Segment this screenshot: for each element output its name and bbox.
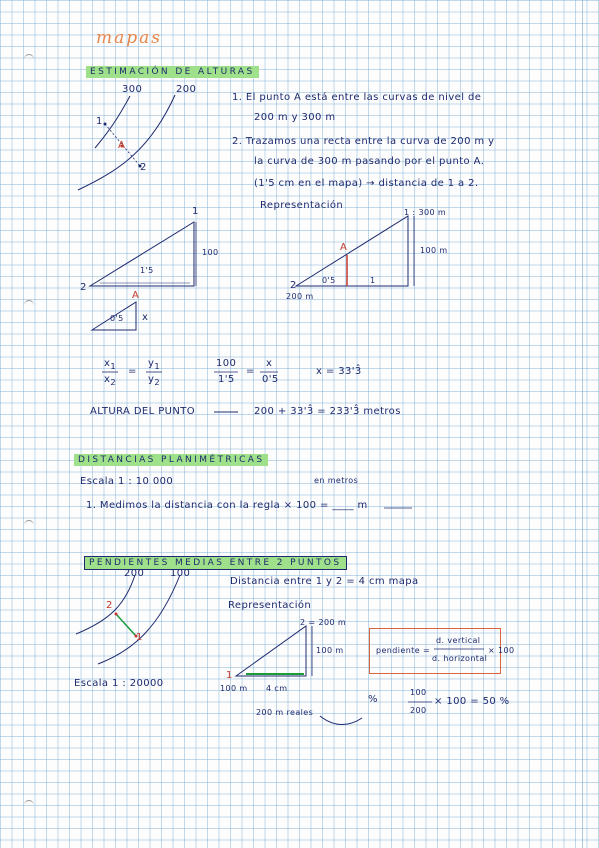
tri-small-x: x — [142, 312, 149, 323]
section-heading-pendientes: PENDIENTES MEDIAS ENTRE 2 PUNTOS — [84, 556, 347, 570]
tri-small-base: 0'5 — [110, 314, 124, 323]
curved-arrow — [320, 716, 362, 725]
prop-d1: 1'5 — [218, 374, 235, 385]
point-label-2b: 2 — [106, 600, 113, 611]
step-2b: la curva de 300 m pasando por el punto A. — [254, 156, 485, 167]
escala-2: Escala 1 : 20000 — [74, 678, 164, 689]
curve-label-100b: 100 — [170, 568, 191, 579]
prop-x2: $x_2$ — [104, 374, 117, 387]
repr-text: Representación — [228, 600, 312, 611]
altura-label: ALTURA DEL PUNTO — [90, 406, 196, 417]
section-heading-distancias: DISTANCIAS PLANIMÉTRICAS — [74, 454, 268, 466]
tri-right-seg-a: 0'5 — [322, 276, 336, 285]
tri-right-a: A — [340, 242, 348, 253]
prop-y1: $y_1$ — [148, 358, 161, 371]
line-2-1-green — [116, 614, 136, 636]
point-label-2: 2 — [140, 162, 147, 173]
note-metros: en metros — [314, 476, 359, 485]
section-heading-estimacion: ESTIMACIÓN DE ALTURAS — [86, 66, 259, 78]
altura-expr: 200 + 33'3̂ = 233'3̂ metros — [254, 406, 401, 417]
tri-right-height: 100 m — [420, 246, 448, 255]
point-label-1: 1 — [96, 116, 103, 127]
tri-right-top: 1 : 300 m — [404, 208, 447, 217]
step-2c: (1'5 cm en el mapa) → distancia de 1 a 2. — [254, 178, 479, 189]
contour-200 — [78, 95, 175, 190]
formula-left: pendiente = — [376, 646, 431, 655]
percent-label: % — [368, 694, 378, 705]
tri-small-a: A — [132, 290, 140, 301]
point-1 — [104, 123, 107, 126]
curve-label-300: 300 — [122, 84, 143, 95]
contour-100-b — [98, 575, 180, 664]
slope-vertex-1: 1 — [226, 670, 233, 681]
prop-result: x = 33'3̂ — [316, 366, 362, 377]
triangle-right — [296, 216, 408, 286]
curve-label-200b: 200 — [124, 568, 145, 579]
dist-text: Distancia entre 1 y 2 = 4 cm mapa — [230, 576, 419, 587]
tri-left-vertex-1: 1 — [192, 206, 199, 217]
step-medimos: 1. Medimos la distancia con la regla × 100 = ____ m — [86, 500, 368, 511]
slope-base: 4 cm — [266, 684, 288, 693]
formula-num: d. vertical — [436, 636, 481, 645]
curve-label-200: 200 — [176, 84, 197, 95]
prop-n2: x — [266, 358, 273, 369]
percent-num: 100 — [410, 688, 427, 697]
triangle-slope — [236, 626, 306, 676]
prop-n1: 100 — [216, 358, 237, 369]
slope-top: 2 = 200 m — [300, 618, 347, 627]
triangle-left — [90, 222, 194, 286]
formula-den: d. horizontal — [432, 654, 488, 663]
step-1: 1. El punto A está entre las curvas de nivel de — [232, 92, 482, 103]
formula-right: × 100 — [488, 646, 515, 655]
point-label-1b: 1 — [136, 632, 143, 643]
prop-x1: $x_1$ — [104, 358, 117, 371]
tri-left-height: 100 — [202, 248, 219, 257]
tri-left-base: 1'5 — [140, 266, 154, 275]
step-1b: 200 m y 300 m — [254, 112, 336, 123]
step-2: 2. Trazamos una recta entre la curva de 200 m y — [232, 136, 495, 147]
step-repr: Representación — [260, 200, 344, 211]
percent-den: 200 — [410, 706, 427, 715]
slope-left: 100 m — [220, 684, 248, 693]
tri-right-bottom: 200 m — [286, 292, 314, 301]
percent-result: × 100 = 50 % — [434, 696, 510, 707]
page-title: mapas — [96, 28, 162, 48]
prop-y2: $y_2$ — [148, 374, 161, 387]
slope-height: 100 m — [316, 646, 344, 655]
tri-right-seg-b: 1 — [370, 276, 376, 285]
prop-eq-2: = — [246, 366, 255, 377]
prop-eq-1: = — [128, 366, 137, 377]
prop-d2: 0'5 — [262, 374, 279, 385]
tri-right-2: 2 — [290, 280, 297, 291]
point-label-a: A — [118, 140, 126, 151]
point-2-b — [115, 613, 118, 616]
slope-real: 200 m reales — [256, 708, 314, 717]
tri-left-vertex-2: 2 — [80, 282, 87, 293]
escala-1: Escala 1 : 10 000 — [80, 476, 174, 487]
